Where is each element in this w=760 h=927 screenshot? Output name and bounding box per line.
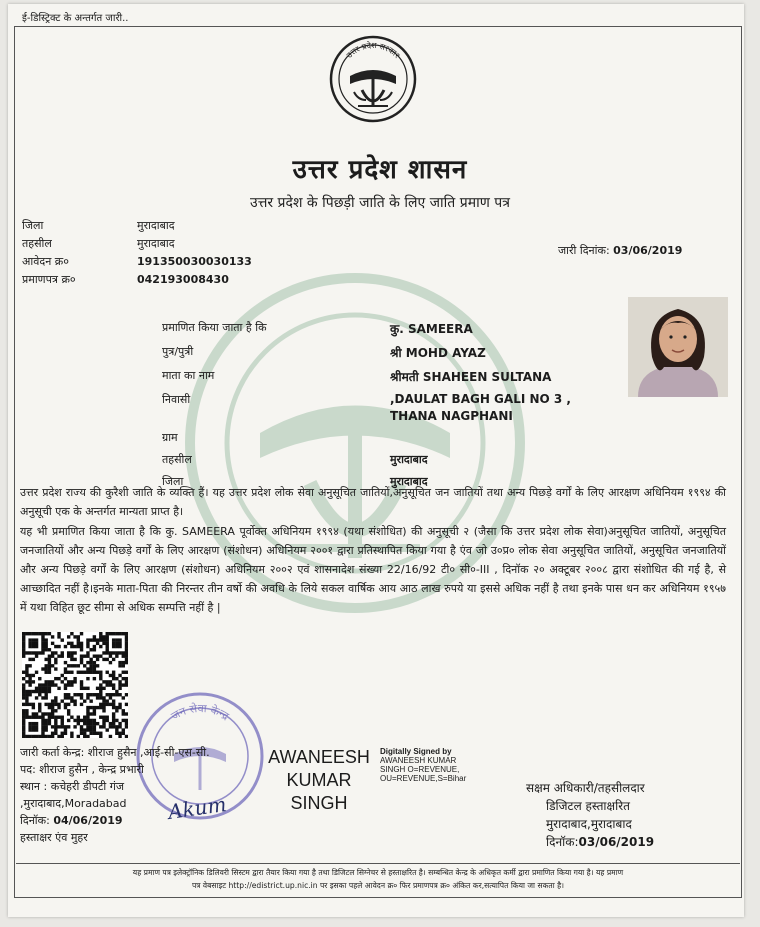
detail-row — [162, 320, 622, 344]
district-value: मुरादाबाद — [390, 475, 428, 488]
issuer-date-value: 04/06/2019 — [53, 814, 123, 827]
meta-row — [22, 271, 322, 289]
meta-row — [22, 253, 322, 271]
issuer-city: ,मुरादाबाद,Moradabad — [20, 797, 127, 810]
meta-block — [22, 217, 322, 289]
seal-text: जन सेवा केन्द्र — [168, 701, 232, 723]
detail-label: ग्राम — [162, 431, 178, 444]
signer-name — [260, 746, 378, 815]
page-title: उत्तर प्रदेश शासन — [292, 155, 468, 185]
detail-row — [162, 452, 622, 474]
footer-divider — [16, 863, 740, 864]
meta-label: आवेदन क्र० — [22, 255, 69, 268]
issuer-signature-label: हस्ताक्षर एंव मुहर — [20, 831, 88, 844]
detail-row — [162, 344, 622, 368]
signer-name-line: AWANEESH — [268, 747, 370, 767]
caste-paragraph: उत्तर प्रदेश राज्य की कुरैशी जाति के व्यक्ति हैं। यह उत्तर प्रदेश लोक सेवा अनुसूचित जातियों,अनुसूचित जन जातियों तथा अन्य पिछड़े वर्गों के लिए आरक्षण अधिनियम १९९४ की अनुसूची एक के अन्तर्गत मान्यता प्राप्त है। — [20, 486, 726, 518]
authority-date — [526, 833, 654, 851]
authority-title: सक्षम अधिकारी/तहसीलदार — [526, 781, 645, 795]
tehsil-value: मुरादाबाद — [390, 453, 428, 466]
authority-place: मुरादाबाद,मुरादाबाद — [546, 817, 632, 831]
svg-text:जन सेवा केन्द्र — [169, 702, 232, 723]
meta-value: मुरादाबाद — [137, 237, 175, 250]
issue-date — [558, 243, 682, 258]
detail-row — [162, 392, 622, 409]
meta-row — [22, 217, 322, 235]
meta-row — [22, 235, 322, 253]
digital-sign-line: SINGH O=REVENUE, — [380, 765, 460, 774]
digital-sign-line: OU=REVENUE,S=Bihar — [380, 774, 467, 783]
application-number: 191350030030133 — [137, 255, 252, 268]
detail-label: माता का नाम — [162, 369, 215, 382]
footer-line: पत्र वेबसाइट http://edistrict.up.nic.in पर इसका पहले आवेदन क्र० फिर प्रमाणपत्र क्र० अंकित कर,सत्यापित किया जा सकता है। — [191, 881, 565, 890]
father-name: श्री MOHD AYAZ — [390, 346, 486, 360]
detail-row — [162, 409, 622, 430]
authority-digital: डिजिटल हस्ताक्षरित — [546, 799, 630, 813]
detail-label — [162, 409, 390, 430]
issuer-post: पद: शीराज हुसैन , केन्द्र प्रभारी — [20, 763, 144, 776]
detail-row — [162, 430, 622, 452]
signer-name-line: KUMAR — [286, 770, 352, 790]
mother-name: श्रीमती SHAHEEN SULTANA — [390, 370, 552, 384]
meta-label: जिला — [22, 219, 44, 232]
issuer-centre: जारी कर्ता केन्द्र: शीराज हुसैन ,आई-सी-एस-सी. — [20, 746, 210, 759]
issuer-date-label: दिनॉक: — [20, 814, 50, 827]
address-line-1: ,DAULAT BAGH GALI NO 3 , — [390, 392, 571, 406]
meta-value: मुरादाबाद — [137, 219, 175, 232]
authority-block — [526, 779, 654, 851]
handwritten-signature: Akum — [166, 792, 228, 824]
detail-label: तहसील — [162, 453, 192, 466]
digital-sign-line: AWANEESH KUMAR — [380, 756, 457, 765]
certificate-subtitle: उत्तर प्रदेश के पिछड़ी जाति के लिए जाति प्रमाण पत्र — [250, 195, 510, 211]
issuer-block — [20, 744, 290, 846]
issuer-date — [20, 812, 290, 829]
certificate-number: 042193008430 — [137, 273, 229, 286]
applicant-name: कु. SAMEERA — [390, 322, 473, 336]
footer-note — [16, 866, 740, 892]
authority-date-value: 03/06/2019 — [578, 835, 655, 849]
up-emblem-icon — [328, 34, 418, 124]
issuer-place: स्थान : कचेहरी डीपटी गंज — [20, 780, 125, 793]
eligibility-paragraph: यह भी प्रमाणित किया जाता है कि कु. SAMEERA पूर्वोक्त अधिनियम १९९४ (यथा संशोधित) की अनुसूची २ (जैसा कि उत्तर प्रदेश लोक सेवा)अनुसूचित जातियों, अनुसूचित जनजातियों और अन्य पिछड़े वर्गों के लिए आरक्षण (संशोधन) अधिनियम २००१ द्वारा प्रतिस्थापित किया गया है एंव जो उ०प्र० लोक सेवा अनुसूचित जातियों, अनुसूचित जनजातियों और अन्य पिछड़े वर्गों के लिए आरक्षण (संशोधन) अधिनियम २००२ एवं शासनादेश संख्या 22/16/92 टी० सी०-III , दिनॉक २० अक्टूबर २००८ द्वारा संशोधित की गई है, से आच्छादित नहीं है।इनके माता-पिता की निरन्तर तीन वर्षो की अवधि के लिये सकल वार्षिक आय आठ लाख रुपये या इससे अधिक नहीं है तथा इनके पास धन कर अधिनियम १९५७ में यथा विहित छूट सीमा से अधिक सम्पत्ति नहीं है | — [20, 525, 726, 614]
footer-line: यह प्रमाण पत्र इलेक्ट्रॉनिक डिलिवरी सिस्टम द्वारा तैयार किया गया है तथा डिजिटल सिग्नेचर से हस्ताक्षरित है। सम्बन्धित केन्द्र के अधिकृत कर्मी द्वारा प्रमाणित किया गया है। यह प्रमाण — [132, 868, 624, 877]
signer-name-line: SINGH — [290, 793, 348, 813]
detail-label: जिला — [162, 475, 184, 488]
meta-label: प्रमाणपत्र क्र० — [22, 273, 76, 286]
address-line-2: THANA NAGPHANI — [390, 409, 513, 423]
detail-label: निवासी — [162, 393, 191, 406]
authority-date-label: दिनॉक: — [546, 835, 579, 849]
emblem-text: उत्तर प्रदेश सरकार — [344, 40, 402, 60]
issue-date-value: 03/06/2019 — [613, 244, 683, 257]
detail-row — [162, 368, 622, 392]
issue-date-label: जारी दिनांक: — [558, 244, 610, 257]
detail-label: प्रमाणित किया जाता है कि — [162, 321, 267, 334]
qr-code — [22, 632, 128, 738]
digital-signature-info — [380, 747, 466, 783]
digital-sign-line: Digitally Signed by — [380, 747, 452, 756]
details-block — [162, 320, 622, 496]
detail-label: पुत्र/पुत्री — [162, 345, 194, 358]
applicant-photo — [628, 297, 728, 397]
meta-label: तहसील — [22, 237, 52, 250]
top-note: ई-डिस्ट्रिक्ट के अन्तर्गत जारी.. — [22, 13, 129, 24]
